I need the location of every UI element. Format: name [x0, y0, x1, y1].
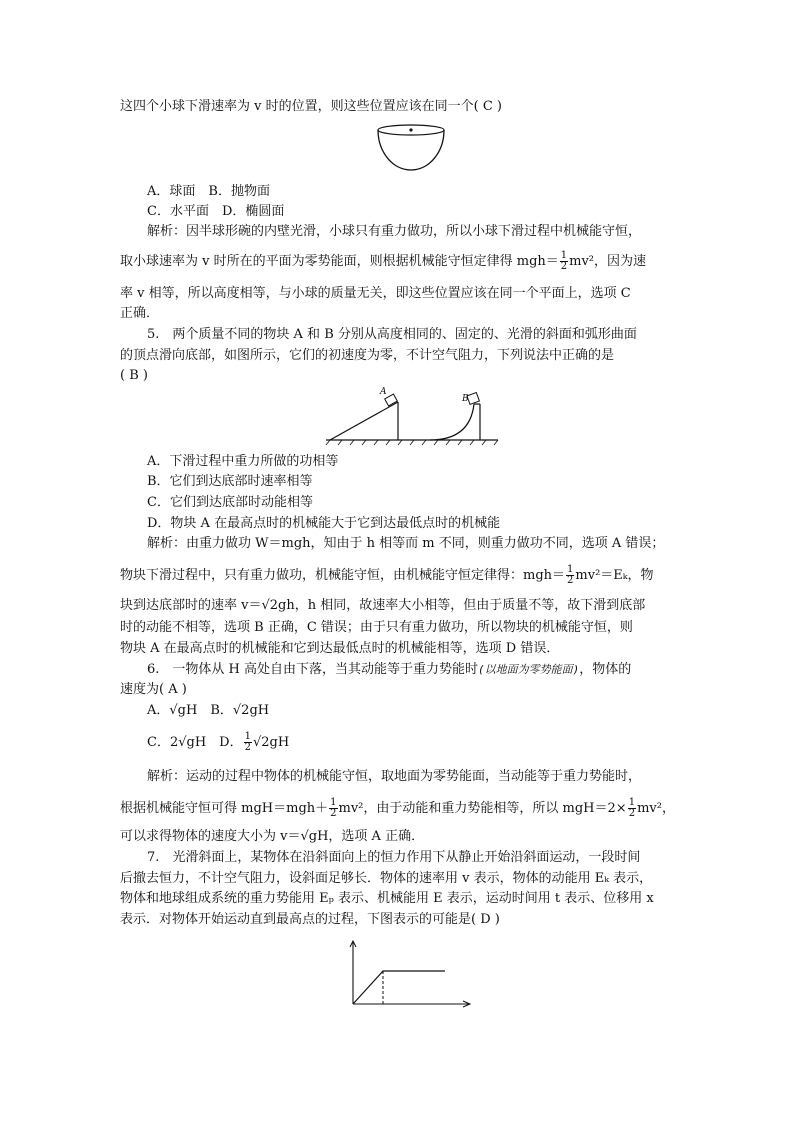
q6-solution-line3: 可以求得物体的速度大小为 v＝√gH，选项 A 正确．	[120, 829, 425, 844]
q5-solution-line3: 块到达底部时的速率 v＝√2gh，h 相同，故速率大小相等，但由于质量不等，故下滑到底部	[120, 598, 646, 613]
q5-solution-line2: 物块下滑过程中，只有重力做功，机械能守恒，由机械能守恒定律得：mgh＝ $\frac{1}{2}$ mv²＝Eₖ，物	[120, 564, 654, 586]
q6-solution-line2: 根据机械能守恒可得 mgH＝mgh＋ $\frac{1}{2}$ mv²，由于动能和重力势能相等，所以 mgH＝2× $\frac{1}{2}$ mv²，	[120, 797, 675, 819]
q7-stem-line1: 7. 光滑斜面上，某物体在沿斜面向上的恒力作用下从静止开始沿斜面运动，一段时间	[147, 850, 641, 865]
q5-solution-line1: 解析：由重力做功 W＝mgh，知由于 h 相等而 m 不同，则重力做功不同，选项 A 错误；	[147, 536, 665, 551]
handwritten-note: (以地面为零势能面)	[478, 663, 580, 676]
q5-option-c: C．它们到达底部时动能相等	[147, 495, 313, 510]
q5-option-d: D．物块 A 在最高点时的机械能大于它到达最低点时的机械能	[147, 516, 501, 531]
q5-option-a: A．下滑过程中重力所做的功相等	[147, 454, 339, 469]
q6-stem-line2: 速度为( A )	[120, 682, 187, 697]
q5-stem-line3: ( B )	[120, 368, 148, 383]
incline-and-curve-figure	[322, 388, 500, 446]
fraction-half: $\frac{1}{2}$	[628, 797, 636, 819]
q6-options-row1: A．√gH B．√2gH	[147, 703, 270, 718]
fraction-half: $\frac{1}{2}$	[567, 564, 574, 586]
q4-solution-line1: 解析：因半球形碗的内壁光滑，小球只有重力做功，所以小球下滑过程中机械能守恒，	[147, 224, 642, 239]
graph-figure	[345, 938, 475, 1012]
q7-stem-line2: 后撤去恒力，不计空气阻力，设斜面足够长．物体的速率用 v 表示，物体的动能用 Eₖ 表示，	[120, 871, 653, 886]
q4-solution-line2: 取小球速率为 v 时所在的平面为零势能面，则根据机械能守恒定律得 mgh＝ $\frac{1}{2}$ mv²，因为速	[120, 250, 647, 272]
q4-solution-line3: 率 v 相等，所以高度相等，与小球的质量无关，即这些位置应该在同一个平面上，选项 C	[120, 286, 631, 301]
q5-solution-line4: 时的动能不相等，选项 B 正确，C 错误；由于只有重力做功，所以物块的机械能守恒，则	[120, 620, 633, 635]
q4-options-row2: C．水平面 D．椭圆面	[147, 204, 285, 219]
q5-stem-line1: 5. 两个质量不同的物块 A 和 B 分别从高度相同的、固定的、光滑的斜面和弧形曲面	[147, 327, 637, 342]
q7-stem-line4: 表示．对物体开始运动直到最高点的过程，下图表示的可能是( D )	[120, 912, 500, 927]
q5-stem-line2: 的顶点滑向底部，如图所示，它们的初速度为零，不计空气阻力，下列说法中正确的是	[120, 348, 615, 363]
q5-option-b: B．它们到达底部时速率相等	[147, 474, 313, 489]
hemisphere-bowl-figure	[372, 120, 450, 176]
fraction-half: $\frac{1}{2}$	[244, 731, 251, 753]
q6-options-row2: C．2√gH D． $\frac{1}{2}$ √2gH	[147, 731, 290, 753]
fraction-half: $\frac{1}{2}$	[330, 797, 337, 819]
q4-options-row1: A．球面 B．抛物面	[147, 184, 270, 199]
q6-solution-line1: 解析：运动的过程中物体的机械能守恒，取地面为零势能面，当动能等于重力势能时，	[147, 769, 642, 784]
q6-stem-line1: 6. 一物体从 H 高处自由下落，当其动能等于重力势能时(以地面为零势能面)，物体的	[147, 662, 632, 677]
fraction-half: $\frac{1}{2}$	[560, 250, 568, 272]
figure-label-b: B	[462, 394, 469, 404]
figure-label-a: A	[380, 387, 387, 397]
q5-solution-line5: 物块 A 在最高点时的机械能和它到达最低点时的机械能相等，选项 D 错误．	[120, 641, 560, 656]
q4-stem-tail: 这四个小球下滑速率为 v 时的位置，则这些位置应该在同一个( C )	[120, 99, 502, 114]
q4-solution-line4: 正确．	[120, 306, 160, 321]
q7-stem-line3: 物体和地球组成系统的重力势能用 Eₚ 表示、机械能用 E 表示，运动时间用 t 表示、位移用 x	[120, 891, 654, 906]
